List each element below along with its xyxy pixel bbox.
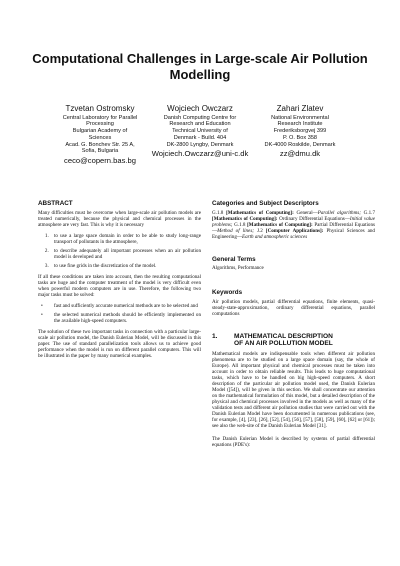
title-line-1: Computational Challenges in Large-scale Air Pollution [32,51,368,66]
left-column [38,200,201,359]
section-heading [212,333,375,348]
affiliation-line: Sofia, Bulgaria [81,148,119,155]
author-name: Zahari Zlatev [276,104,324,113]
section-paragraph: Mathematical models are indispensable tools when different air pollution phenomena are to be studied on a large space domain (say, the whole of Europe). All important physical and chemical processes must be taken into account in order to obtain reliable results. This leads to huge computational tasks, which have to be handled on big high-speed computers. A short description of the particular air pollution model used, the Danish Eulerian Model ([54]), will be given in this section. We shall concentrate our attention on the mathematical formulation of this model, but a detailed description of the physical and chemical processes involved in the models as well as many of the validation tests and different air pollution studies that were carried out with the Danish Eulerian Model have been documented in numerous publications (see, for example, [4], [23], [26], [52], [54], [56], [57], [58], [59], [60], [62] or [61]); see also the web-site of the Danish Eulerian Model [31]. [212,350,375,430]
right-column [212,200,375,448]
author-block-3 [240,104,360,158]
section-number: 1. [212,332,218,340]
affiliation-line: Research Institute [277,121,323,128]
affiliation-line: Danish Computing Centre for [163,114,237,121]
category-title: [Computer Applications]: [265,227,324,234]
affiliation-line: Processing [86,121,114,128]
list-item: 2. to describe adequately all important processes when an air pollution model is developed and [50,248,201,260]
affiliation-line: Sciences [88,134,112,141]
category-title: [Mathematics of Computing]: [226,209,294,216]
paper-title [20,51,380,83]
list-item: • fast and sufficiently accurate numerical methods are to be selected and [50,303,201,309]
affiliation-line: P. O. Box 358 [282,134,318,141]
affiliation-line: Bulgarian Academy of [72,128,128,135]
category-rest: Physical Sciences and Engineering— [212,227,375,240]
categories-text [212,210,375,240]
affiliation-line: National Environmental [271,114,329,121]
keywords-heading: Keywords [212,289,243,297]
list-item: • the selected numerical methods should be efficiently implemented on the available high-speed computers. [50,312,201,324]
abstract-intro: Many difficulties must be overcome when large-scale air pollution models are treated numerically, because the physical and chemical processes in the atmosphere are very fast. This is why it is necessary [38,209,201,228]
category-rest: Partial Differential Equations— [212,221,375,234]
author-name: Tzvetan Ostromsky [65,104,135,113]
category-italic: Method of lines; [217,227,254,234]
author-name: Wojciech Owczarz [167,104,233,113]
list-item: 3. to use fine grids in the discretization of the model. [50,263,201,269]
category-title: [Mathematics of Computing]: [212,215,278,222]
abstract-paragraph: The solution of these two important tasks in connection with a particular large-scale air pollution model, the Danish Eulerian Model, will be discussed in this paper. The use of standard parallelization tools allows us to achieve good performance when the model is run on different parallel computers. This will be illustrated in the paper by many numerical examples. [38,329,201,360]
author-email[interactable]: zz@dmu.dk [279,149,321,159]
abstract-heading: ABSTRACT [38,200,73,207]
general-terms-heading: General Terms [212,255,256,263]
title-line-2: Modelling [169,67,231,82]
list-item: 1. to use a large space domain in order to be able to study long-range transport of pollutants in the atmosphere, [50,233,201,245]
affiliation-line: DK-4000 Roskilde, Denmark [264,141,336,148]
section-paragraph: The Danish Eulerian Model is described by systems of partial differential equations (PDE's): [212,436,375,449]
categories-heading: Categories and Subject Descriptors [212,200,319,207]
abstract-paragraph: If all these conditions are taken into account, then the resulting computational tasks are huge and the computer treatment of the model is very difficult even when powerful modern computers are in use. Therefore, the following two major tasks must be solved: [38,273,201,299]
affiliation-line: Central Laboratory for Parallel [62,114,138,121]
category-title: [Mathematics of Computing]: [247,221,313,228]
category-rest: Ordinary Differential Equations— [279,215,350,222]
category-code: G.1.7 [363,209,375,216]
category-code: G.1.8 [234,221,246,228]
keywords-text: Air pollution models, partial differential equations, finite elements, quasi-steady-state-approximation, ordinary differential equations, parallel computations [212,298,375,317]
category-code: J.2 [257,227,263,234]
category-code: G.1.8 [212,209,224,216]
category-rest: General— [296,209,318,216]
affiliation-line: DK-2800 Lyngby, Denmark [166,141,234,148]
general-terms-text: Algorithms, Performance [212,265,264,272]
affiliation-line: Technical University of [172,128,228,135]
category-italic: Parallel algorithms; [317,209,361,216]
section-title-line-2: OF AN AIR POLLUTION MODEL [234,340,333,348]
author-email[interactable]: Wojciech.Owczarz@uni-c.dk [151,149,249,159]
affiliation-line: Frederiksborgvej 399 [273,128,327,135]
category-italic: Earth and atmospheric sciences [242,233,308,240]
affiliation-line: Denmark - Build. 404 [173,134,227,141]
section-title-line-1: MATHEMATICAL DESCRIPTION [234,332,333,340]
category-italic: Initial value problems; [212,215,375,228]
abstract-bullet-list [38,303,201,324]
author-email[interactable]: ceco@copern.bas.bg [64,156,136,166]
affiliation-line: Research and Education [169,121,231,128]
abstract-numbered-list [38,233,201,269]
affiliation-line: Acad. G. Bonchev Str. 25 A, [65,141,135,148]
